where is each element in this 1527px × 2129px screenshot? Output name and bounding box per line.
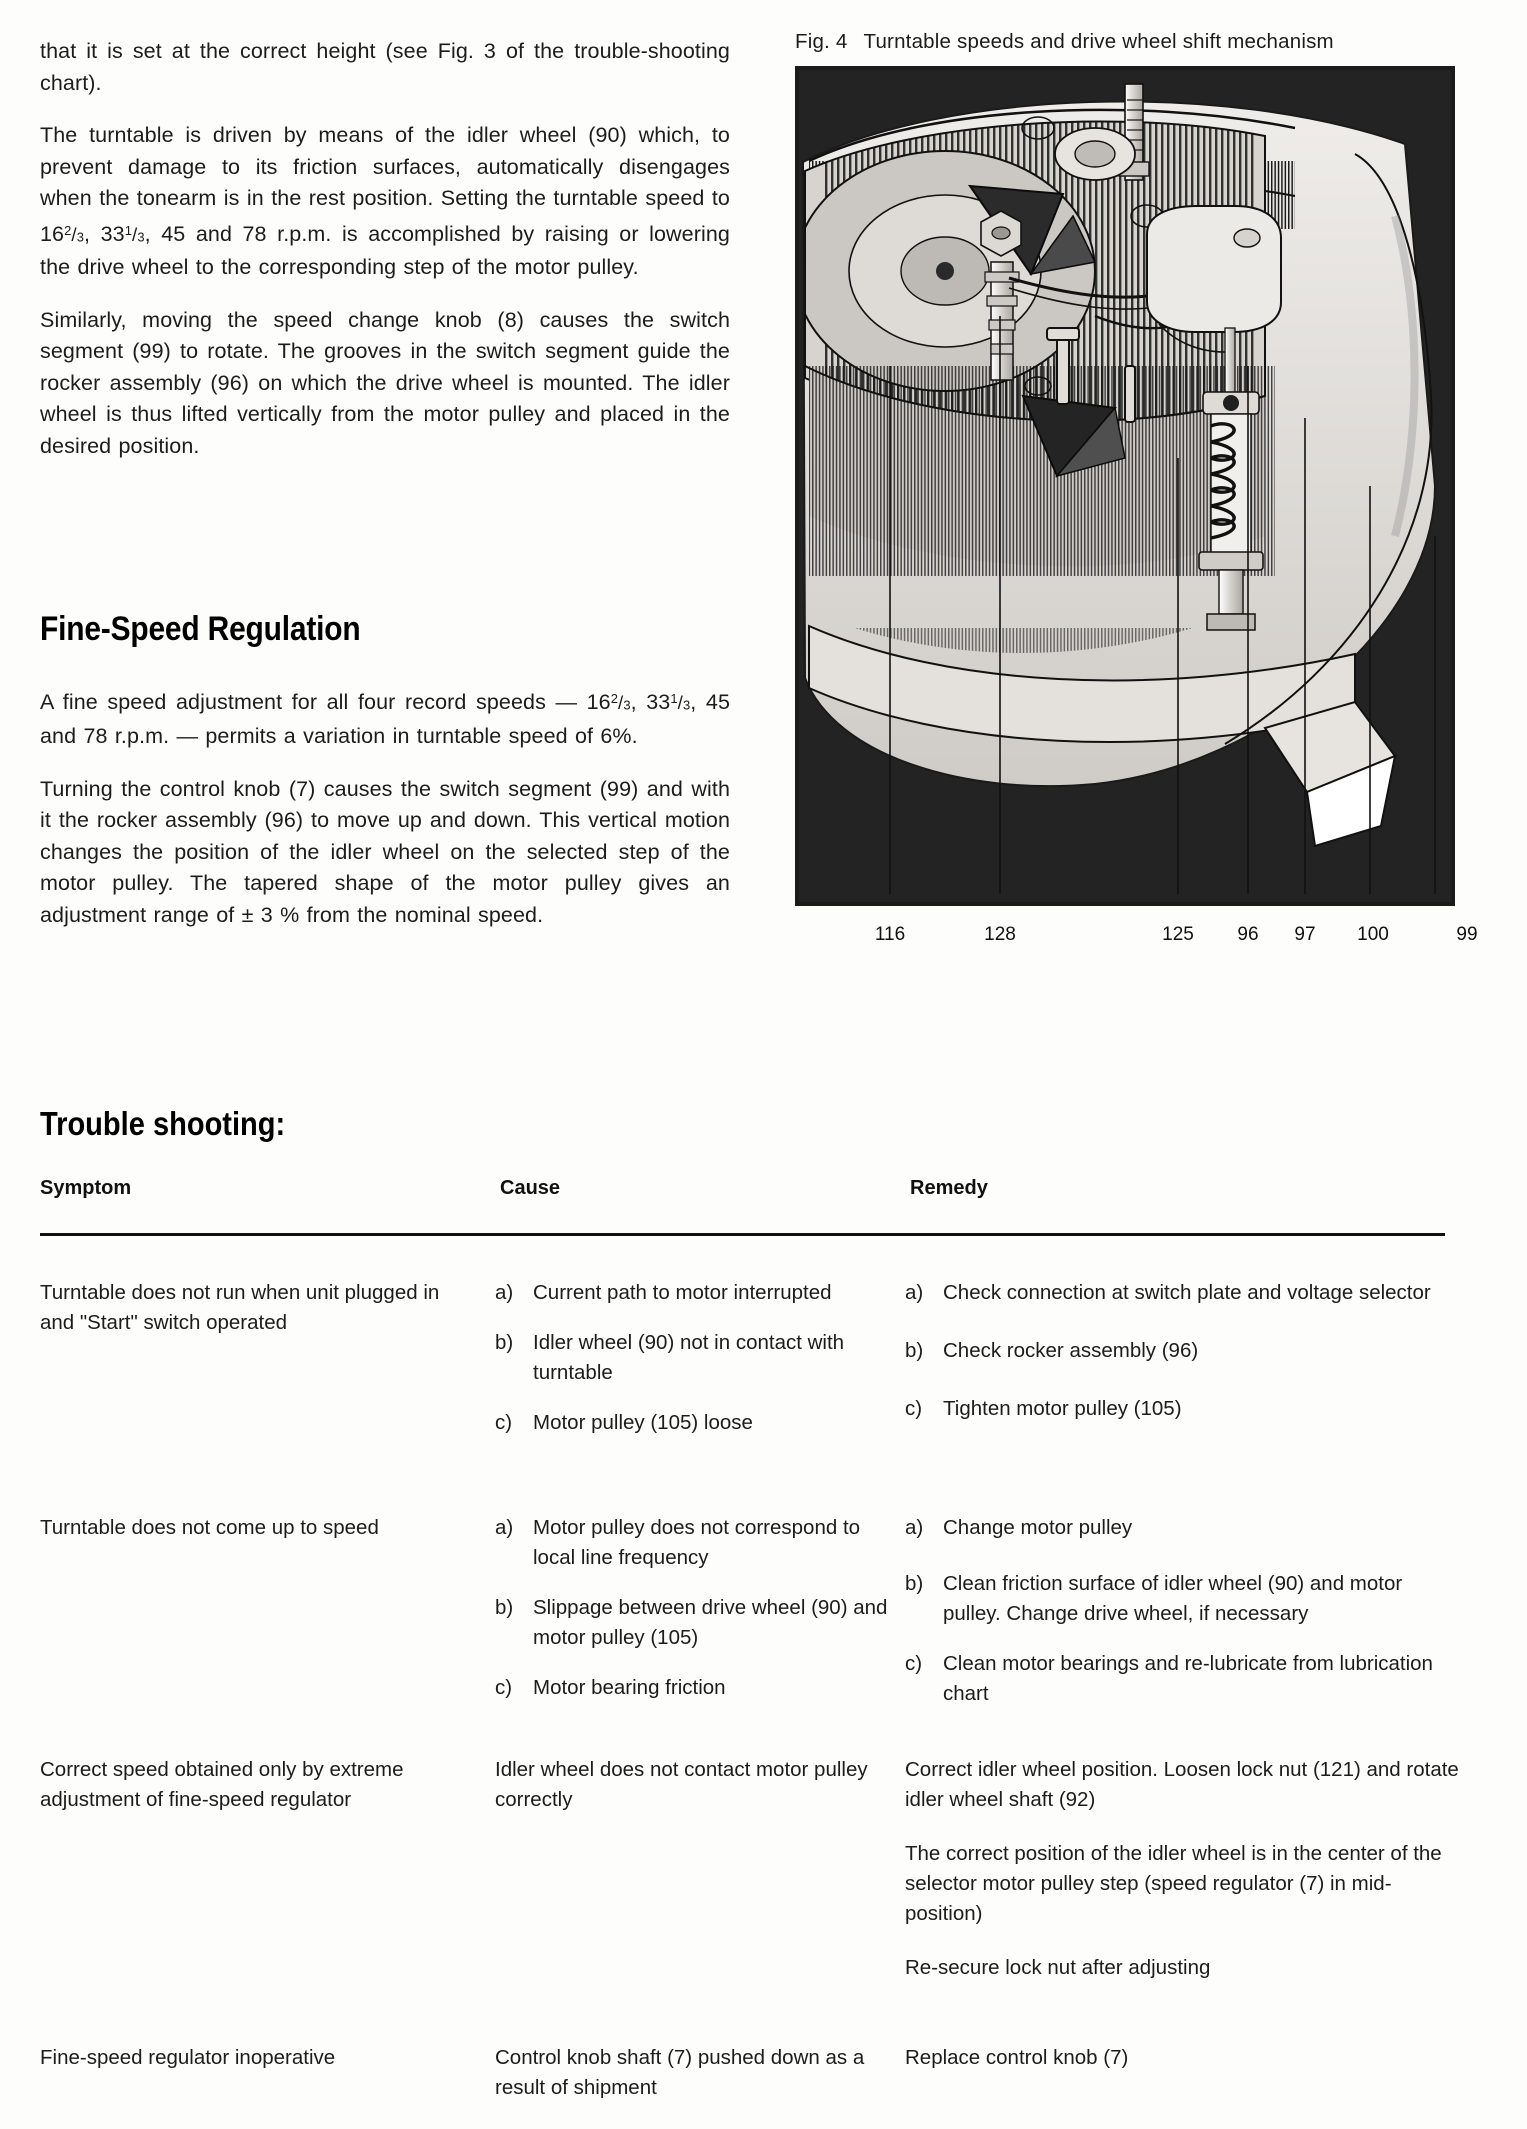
table-row	[40, 1278, 1490, 1468]
callout-number: 96	[1237, 924, 1259, 945]
item-text: Tighten motor pulley (105)	[943, 1397, 1182, 1420]
item-text: Idler wheel does not contact motor pulley correctly	[495, 1758, 868, 1811]
section-heading-fine-speed: Fine-Speed Regulation	[40, 610, 361, 649]
item-text: Motor bearing friction	[533, 1676, 726, 1699]
list-item	[495, 2043, 890, 2103]
figure-caption	[795, 30, 1485, 54]
item-text: Control knob shaft (7) pushed down as a result of shipment	[495, 2046, 865, 2099]
item-marker: b)	[495, 1331, 514, 1354]
column-header-symptom: Symptom	[40, 1177, 132, 1199]
paragraph-fine-speed-range: A fine speed adjustment for all four record speeds — $16^2/_3$, $33^1/_3$, 45 and 78 r.p.m. — permits a variation in turntable speed of 6%.	[40, 690, 731, 749]
item-text: Replace control knob (7)	[905, 2046, 1129, 2069]
list-item	[495, 1278, 890, 1308]
column-header-cause: Cause	[500, 1177, 561, 1199]
list-item	[905, 1569, 1465, 1629]
item-text: Motor pulley does not correspond to local line frequency	[533, 1516, 861, 1569]
list-item	[905, 1953, 1465, 1983]
item-text: Change motor pulley	[943, 1516, 1133, 1539]
figure-callout-numbers	[795, 906, 1478, 946]
item-text: Clean friction surface of idler wheel (90) and motor pulley. Change drive wheel, if necessary	[943, 1572, 1403, 1625]
callout-number: 97	[1294, 924, 1316, 945]
item-text: Current path to motor interrupted	[533, 1281, 832, 1304]
item-marker: a)	[495, 1281, 514, 1304]
list-item	[495, 1408, 890, 1438]
left-text-column	[40, 36, 730, 952]
cell-remedy	[905, 1755, 1465, 1983]
list-item	[495, 1755, 890, 1815]
item-marker: c)	[905, 1652, 923, 1675]
item-marker: b)	[495, 1596, 514, 1619]
cell-remedy	[905, 2043, 1465, 2073]
table-row	[40, 1513, 1490, 1711]
item-text: Motor pulley (105) loose	[533, 1411, 753, 1434]
item-marker: c)	[495, 1411, 513, 1434]
cell-cause	[495, 1755, 890, 1815]
cell-cause	[495, 1278, 890, 1438]
paragraph-control-knob: Turning the control knob (7) causes the switch segment (99) and with it the rocker assembly (96) to move up and down. This vertical motion changes the position of the idler wheel on the selected step of the motor pulley. The tapered shape of the motor pulley gives an adjustment range of ± 3 % from the nominal speed.	[40, 776, 730, 927]
figure-image-box	[795, 66, 1478, 946]
item-text: Clean motor bearings and re-lubricate from lubrication chart	[943, 1652, 1433, 1705]
list-item	[495, 1673, 890, 1703]
table-header-rule	[40, 1233, 1445, 1236]
item-marker: b)	[905, 1572, 924, 1595]
cell-cause	[495, 2043, 890, 2103]
list-item	[905, 1394, 1465, 1424]
table-row	[40, 2043, 1490, 2123]
turntable-cutaway-illustration	[795, 66, 1455, 906]
troubleshooting-heading: Trouble shooting:	[40, 1105, 286, 1142]
list-item	[905, 2043, 1465, 2073]
item-marker: b)	[905, 1339, 924, 1362]
paragraph-turntable-drive: The turntable is driven by means of the idler wheel (90) which, to prevent damage to its friction surfaces, automatically disengages when the tonearm is in the rest position. Setting the turntable speed to $16^2/_3$, $33^1/_3$, 45 and 78 r.p.m. is accomplished by raising or lowering the drive wheel to the corresponding step of the motor pulley.	[40, 123, 730, 280]
list-item	[905, 1649, 1465, 1709]
table-row	[40, 1755, 1490, 2003]
item-marker: c)	[905, 1397, 923, 1420]
list-item	[905, 1513, 1465, 1543]
cell-symptom: Correct speed obtained only by extreme adjustment of fine-speed regulator	[40, 1758, 404, 1811]
list-item	[905, 1755, 1465, 1815]
figure-caption-text: Turntable speeds and drive wheel shift mechanism	[863, 30, 1334, 53]
troubleshooting-section	[40, 1105, 1490, 2123]
cell-remedy	[905, 1278, 1465, 1424]
callout-number: 100	[1357, 924, 1389, 945]
item-text: The correct position of the idler wheel is in the center of the selector motor pulley step (speed regulator (7) in mid-position)	[905, 1842, 1442, 1925]
callout-number: 125	[1162, 924, 1194, 945]
item-text: Check rocker assembly (96)	[943, 1339, 1199, 1362]
item-text: Slippage between drive wheel (90) and motor pulley (105)	[533, 1596, 888, 1649]
list-item	[495, 1513, 890, 1573]
list-item	[905, 1278, 1465, 1308]
paragraph-intro: that it is set at the correct height (see Fig. 3 of the trouble-shooting chart).	[40, 39, 730, 95]
cell-symptom: Turntable does not come up to speed	[40, 1516, 379, 1539]
item-text: Re-secure lock nut after adjusting	[905, 1956, 1211, 1979]
item-text: Check connection at switch plate and voltage selector	[943, 1281, 1431, 1304]
figure-4	[795, 30, 1485, 946]
list-item	[495, 1593, 890, 1653]
cell-remedy	[905, 1513, 1465, 1709]
item-marker: a)	[495, 1516, 514, 1539]
cell-symptom: Turntable does not run when unit plugged in and "Start" switch operated	[40, 1281, 440, 1334]
list-item	[905, 1336, 1465, 1366]
item-marker: a)	[905, 1516, 924, 1539]
callout-number: 99	[1456, 924, 1478, 945]
item-marker: a)	[905, 1281, 924, 1304]
item-text: Correct idler wheel position. Loosen lock nut (121) and rotate idler wheel shaft (92)	[905, 1758, 1459, 1811]
table-header-row	[40, 1177, 1490, 1211]
column-header-remedy: Remedy	[910, 1177, 988, 1199]
callout-number: 128	[984, 924, 1016, 945]
item-marker: c)	[495, 1676, 513, 1699]
figure-label: Fig. 4	[795, 30, 848, 53]
item-text: Idler wheel (90) not in contact with turntable	[533, 1331, 845, 1384]
list-item	[905, 1839, 1465, 1929]
callout-number: 116	[874, 924, 906, 945]
paragraph-speed-change-knob: Similarly, moving the speed change knob (8) causes the switch segment (99) to rotate. The grooves in the switch segment guide the rocker assembly (96) on which the drive wheel is mounted. The idler wheel is thus lifted vertically from the motor pulley and placed in the desired position.	[40, 307, 730, 458]
cell-symptom: Fine-speed regulator inoperative	[40, 2046, 336, 2069]
list-item	[495, 1328, 890, 1388]
cell-cause	[495, 1513, 890, 1703]
